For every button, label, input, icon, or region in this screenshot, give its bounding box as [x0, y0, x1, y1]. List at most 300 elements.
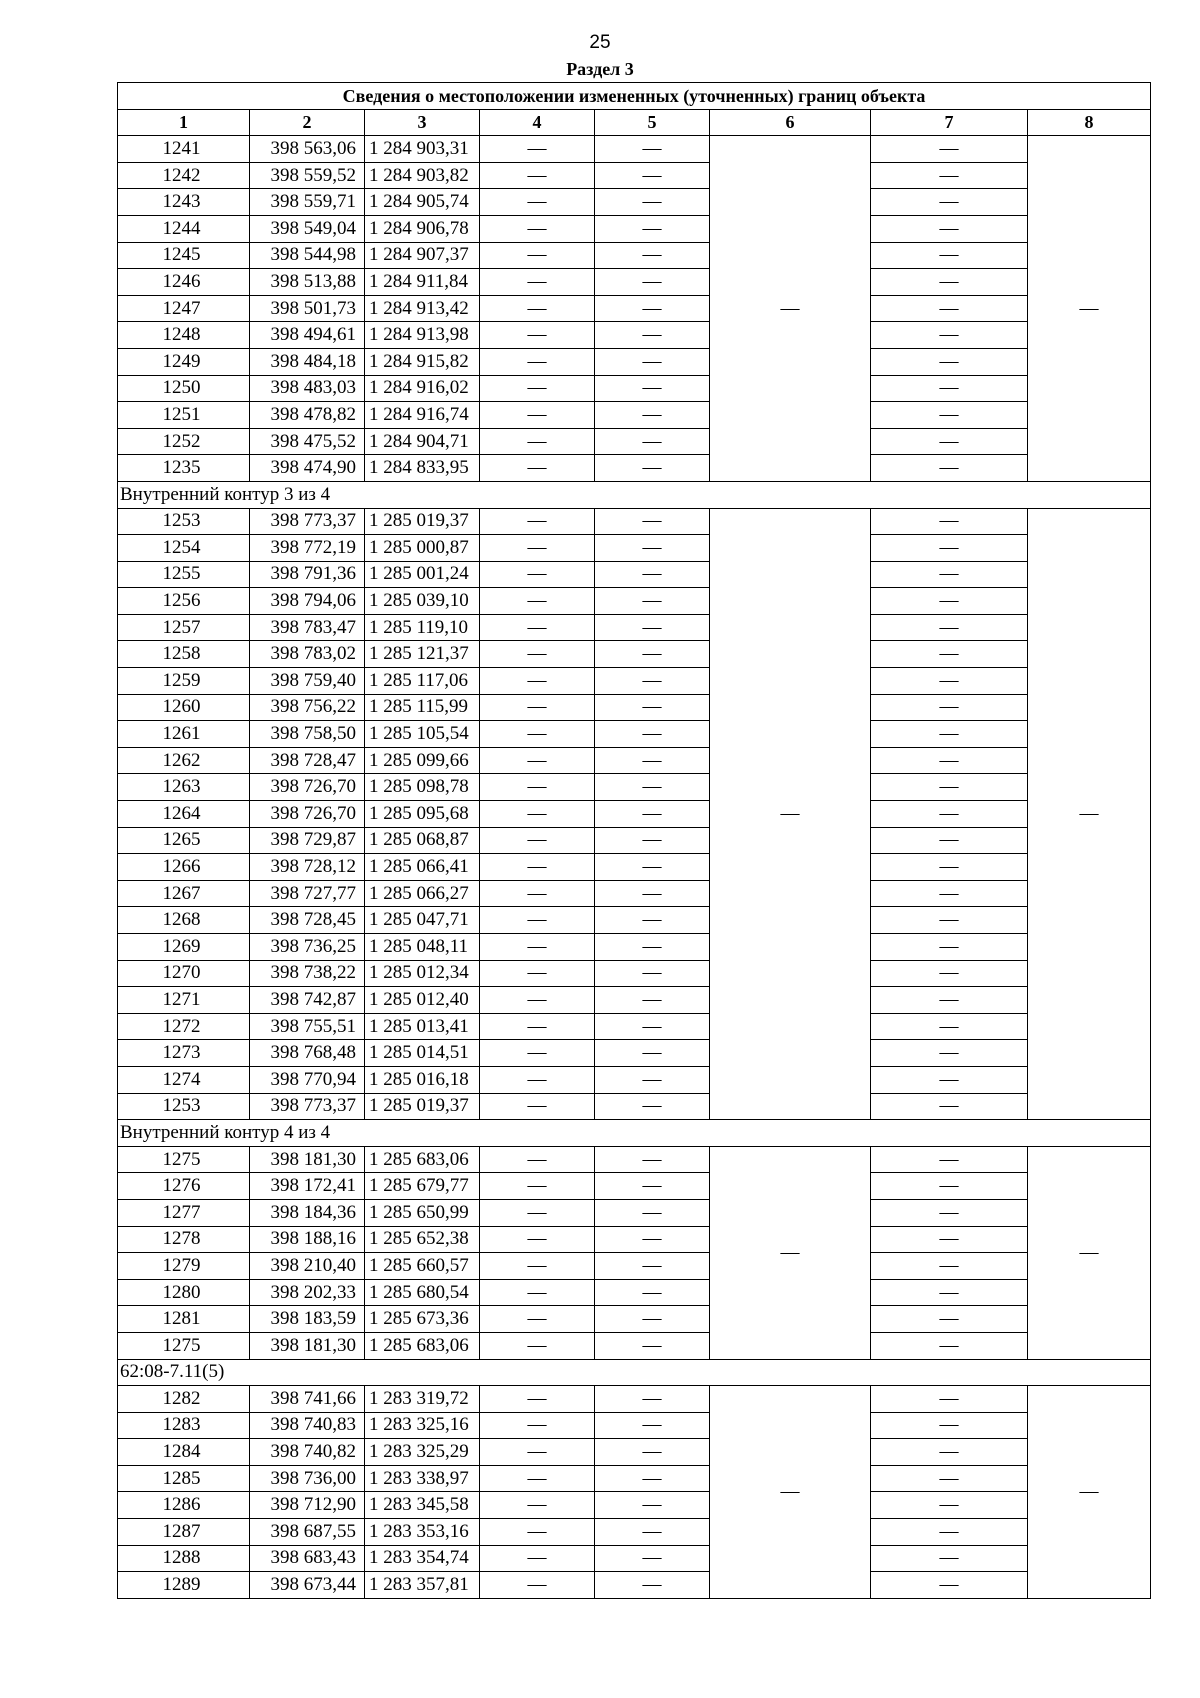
column-7-cell: —	[871, 1572, 1028, 1599]
column-4-cell: —	[480, 1465, 595, 1492]
coordinate-x-cell: 398 783,02	[250, 641, 365, 668]
column-7-cell: —	[871, 269, 1028, 296]
column-7-cell: —	[871, 1519, 1028, 1546]
column-5-cell: —	[595, 136, 710, 163]
column-4-cell: —	[480, 242, 595, 269]
table-row	[118, 1279, 1151, 1306]
coordinate-x-cell: 398 184,36	[250, 1199, 365, 1226]
table-row	[118, 508, 1151, 535]
coordinate-x-cell: 398 728,45	[250, 907, 365, 934]
column-7-cell: —	[871, 747, 1028, 774]
coordinate-y-cell: 1 285 652,38	[365, 1226, 480, 1253]
coordinate-x-cell: 398 183,59	[250, 1306, 365, 1333]
point-number-cell: 1246	[118, 269, 250, 296]
table-row	[118, 614, 1151, 641]
column-7-cell: —	[871, 1306, 1028, 1333]
coordinate-y-cell: 1 285 679,77	[365, 1173, 480, 1200]
column-5-cell: —	[595, 1545, 710, 1572]
column-5-cell: —	[595, 561, 710, 588]
column-5-cell: —	[595, 907, 710, 934]
table-row	[118, 1040, 1151, 1067]
point-number-cell: 1284	[118, 1439, 250, 1466]
coordinate-x-cell: 398 773,37	[250, 508, 365, 535]
column-7-cell: —	[871, 1439, 1028, 1466]
column-5-cell: —	[595, 827, 710, 854]
column-7-cell: —	[871, 455, 1028, 482]
column-4-cell: —	[480, 1279, 595, 1306]
column-7-cell: —	[871, 880, 1028, 907]
column-7-cell: —	[871, 1545, 1028, 1572]
column-5-cell: —	[595, 721, 710, 748]
column-4-cell: —	[480, 322, 595, 349]
column-7-cell: —	[871, 242, 1028, 269]
column-7-cell: —	[871, 588, 1028, 615]
column-4-cell: —	[480, 694, 595, 721]
column-7-cell: —	[871, 934, 1028, 961]
column-4-cell: —	[480, 1492, 595, 1519]
coordinate-x-cell: 398 742,87	[250, 987, 365, 1014]
column-7-cell: —	[871, 960, 1028, 987]
point-number-cell: 1244	[118, 215, 250, 242]
column-4-cell: —	[480, 402, 595, 429]
table-row	[118, 827, 1151, 854]
column-7-cell: —	[871, 1226, 1028, 1253]
point-number-cell: 1274	[118, 1066, 250, 1093]
column-5-cell: —	[595, 1492, 710, 1519]
table-row	[118, 162, 1151, 189]
table-row	[118, 668, 1151, 695]
coordinate-y-cell: 1 284 916,02	[365, 375, 480, 402]
column-7-cell: —	[871, 535, 1028, 562]
coordinate-x-cell: 398 728,12	[250, 854, 365, 881]
point-number-cell: 1247	[118, 295, 250, 322]
coordinate-x-cell: 398 740,82	[250, 1439, 365, 1466]
table-row	[118, 641, 1151, 668]
table-row	[118, 269, 1151, 296]
column-5-cell: —	[595, 1386, 710, 1413]
coordinate-y-cell: 1 284 913,42	[365, 295, 480, 322]
point-number-cell: 1253	[118, 508, 250, 535]
column-5-cell: —	[595, 295, 710, 322]
column-7-cell: —	[871, 827, 1028, 854]
column-4-cell: —	[480, 801, 595, 828]
coordinate-y-cell: 1 285 680,54	[365, 1279, 480, 1306]
coordinate-y-cell: 1 285 013,41	[365, 1013, 480, 1040]
column-4-cell: —	[480, 561, 595, 588]
coordinate-y-cell: 1 283 345,58	[365, 1492, 480, 1519]
column-5-cell: —	[595, 1412, 710, 1439]
column-5-cell: —	[595, 1173, 710, 1200]
column-7-cell: —	[871, 561, 1028, 588]
coordinate-x-cell: 398 210,40	[250, 1253, 365, 1280]
column-5-cell: —	[595, 774, 710, 801]
point-number-cell: 1263	[118, 774, 250, 801]
column-header: 5	[595, 109, 710, 136]
coordinate-y-cell: 1 285 048,11	[365, 934, 480, 961]
section-title: Раздел 3	[566, 59, 634, 79]
point-number-cell: 1289	[118, 1572, 250, 1599]
coordinate-y-cell: 1 285 016,18	[365, 1066, 480, 1093]
coordinate-x-cell: 398 758,50	[250, 721, 365, 748]
point-number-cell: 1278	[118, 1226, 250, 1253]
column-5-cell: —	[595, 1279, 710, 1306]
coordinate-y-cell: 1 283 325,16	[365, 1412, 480, 1439]
coordinate-y-cell: 1 284 903,82	[365, 162, 480, 189]
coordinate-y-cell: 1 285 019,37	[365, 1093, 480, 1120]
coordinate-y-cell: 1 284 916,74	[365, 402, 480, 429]
point-number-cell: 1245	[118, 242, 250, 269]
column-4-cell: —	[480, 827, 595, 854]
column-8-merged-cell: —	[1028, 1386, 1151, 1599]
table-header-row	[118, 109, 1151, 136]
coordinates-table	[117, 82, 1151, 1599]
column-7-cell: —	[871, 987, 1028, 1014]
coordinate-y-cell: 1 285 095,68	[365, 801, 480, 828]
column-7-cell: —	[871, 428, 1028, 455]
point-number-cell: 1253	[118, 1093, 250, 1120]
coordinate-x-cell: 398 712,90	[250, 1492, 365, 1519]
column-7-cell: —	[871, 162, 1028, 189]
contour-label: 62:08-7.11(5)	[118, 1359, 1151, 1386]
point-number-cell: 1271	[118, 987, 250, 1014]
column-5-cell: —	[595, 1066, 710, 1093]
coordinate-x-cell: 398 728,47	[250, 747, 365, 774]
table-row	[118, 907, 1151, 934]
column-5-cell: —	[595, 1040, 710, 1067]
coordinate-y-cell: 1 285 019,37	[365, 508, 480, 535]
column-7-cell: —	[871, 1066, 1028, 1093]
column-7-cell: —	[871, 322, 1028, 349]
column-4-cell: —	[480, 1253, 595, 1280]
column-7-cell: —	[871, 694, 1028, 721]
column-7-cell: —	[871, 801, 1028, 828]
column-7-cell: —	[871, 1040, 1028, 1067]
coordinate-y-cell: 1 283 353,16	[365, 1519, 480, 1546]
column-7-cell: —	[871, 508, 1028, 535]
point-number-cell: 1265	[118, 827, 250, 854]
point-number-cell: 1249	[118, 348, 250, 375]
point-number-cell: 1266	[118, 854, 250, 881]
point-number-cell: 1268	[118, 907, 250, 934]
coordinate-x-cell: 398 673,44	[250, 1572, 365, 1599]
column-5-cell: —	[595, 535, 710, 562]
coordinate-x-cell: 398 770,94	[250, 1066, 365, 1093]
table-row	[118, 402, 1151, 429]
coordinate-x-cell: 398 474,90	[250, 455, 365, 482]
coordinate-x-cell: 398 726,70	[250, 801, 365, 828]
column-5-cell: —	[595, 801, 710, 828]
table-row	[118, 987, 1151, 1014]
column-7-cell: —	[871, 375, 1028, 402]
column-4-cell: —	[480, 375, 595, 402]
column-5-cell: —	[595, 1146, 710, 1173]
table-row	[118, 561, 1151, 588]
column-4-cell: —	[480, 907, 595, 934]
coordinate-x-cell: 398 756,22	[250, 694, 365, 721]
column-7-cell: —	[871, 1253, 1028, 1280]
column-5-cell: —	[595, 375, 710, 402]
coordinate-x-cell: 398 172,41	[250, 1173, 365, 1200]
column-5-cell: —	[595, 1332, 710, 1359]
coordinate-y-cell: 1 285 115,99	[365, 694, 480, 721]
point-number-cell: 1257	[118, 614, 250, 641]
point-number-cell: 1273	[118, 1040, 250, 1067]
point-number-cell: 1286	[118, 1492, 250, 1519]
coordinate-x-cell: 398 726,70	[250, 774, 365, 801]
column-5-cell: —	[595, 348, 710, 375]
column-5-cell: —	[595, 1199, 710, 1226]
column-4-cell: —	[480, 721, 595, 748]
column-4-cell: —	[480, 189, 595, 216]
column-4-cell: —	[480, 747, 595, 774]
column-5-cell: —	[595, 428, 710, 455]
column-5-cell: —	[595, 269, 710, 296]
table-row	[118, 880, 1151, 907]
point-number-cell: 1250	[118, 375, 250, 402]
table-row	[118, 1332, 1151, 1359]
point-number-cell: 1262	[118, 747, 250, 774]
point-number-cell: 1282	[118, 1386, 250, 1413]
column-4-cell: —	[480, 455, 595, 482]
coordinate-y-cell: 1 284 911,84	[365, 269, 480, 296]
table-row	[118, 322, 1151, 349]
column-5-cell: —	[595, 747, 710, 774]
coordinate-y-cell: 1 285 001,24	[365, 561, 480, 588]
table-row	[118, 189, 1151, 216]
column-7-cell: —	[871, 1332, 1028, 1359]
column-5-cell: —	[595, 854, 710, 881]
column-5-cell: —	[595, 215, 710, 242]
coordinate-y-cell: 1 283 338,97	[365, 1465, 480, 1492]
table-row	[118, 348, 1151, 375]
point-number-cell: 1242	[118, 162, 250, 189]
coordinate-x-cell: 398 736,00	[250, 1465, 365, 1492]
table-row	[118, 1066, 1151, 1093]
coordinate-x-cell: 398 544,98	[250, 242, 365, 269]
column-7-cell: —	[871, 1386, 1028, 1413]
column-5-cell: —	[595, 880, 710, 907]
coordinate-x-cell: 398 683,43	[250, 1545, 365, 1572]
point-number-cell: 1260	[118, 694, 250, 721]
coordinate-y-cell: 1 284 915,82	[365, 348, 480, 375]
coordinate-x-cell: 398 484,18	[250, 348, 365, 375]
coordinate-y-cell: 1 284 906,78	[365, 215, 480, 242]
coordinate-x-cell: 398 501,73	[250, 295, 365, 322]
table-row	[118, 1253, 1151, 1280]
column-4-cell: —	[480, 428, 595, 455]
column-4-cell: —	[480, 668, 595, 695]
column-8-merged-cell: —	[1028, 508, 1151, 1120]
coordinate-x-cell: 398 794,06	[250, 588, 365, 615]
table-row	[118, 1306, 1151, 1333]
column-7-cell: —	[871, 215, 1028, 242]
column-4-cell: —	[480, 987, 595, 1014]
column-4-cell: —	[480, 880, 595, 907]
column-4-cell: —	[480, 295, 595, 322]
point-number-cell: 1279	[118, 1253, 250, 1280]
coordinate-x-cell: 398 202,33	[250, 1279, 365, 1306]
table-row	[118, 242, 1151, 269]
column-4-cell: —	[480, 535, 595, 562]
table-row	[118, 801, 1151, 828]
column-7-cell: —	[871, 1465, 1028, 1492]
coordinate-x-cell: 398 740,83	[250, 1412, 365, 1439]
column-header: 2	[250, 109, 365, 136]
column-7-cell: —	[871, 641, 1028, 668]
column-7-cell: —	[871, 1013, 1028, 1040]
point-number-cell: 1258	[118, 641, 250, 668]
column-header: 3	[365, 109, 480, 136]
column-5-cell: —	[595, 242, 710, 269]
coordinate-y-cell: 1 284 833,95	[365, 455, 480, 482]
column-5-cell: —	[595, 1465, 710, 1492]
column-header: 7	[871, 109, 1028, 136]
coordinate-y-cell: 1 285 119,10	[365, 614, 480, 641]
column-7-cell: —	[871, 348, 1028, 375]
column-4-cell: —	[480, 162, 595, 189]
coordinate-x-cell: 398 494,61	[250, 322, 365, 349]
coordinate-x-cell: 398 181,30	[250, 1332, 365, 1359]
point-number-cell: 1243	[118, 189, 250, 216]
table-title-row	[118, 83, 1151, 110]
column-4-cell: —	[480, 641, 595, 668]
column-4-cell: —	[480, 960, 595, 987]
coordinate-y-cell: 1 285 117,06	[365, 668, 480, 695]
point-number-cell: 1259	[118, 668, 250, 695]
coordinate-y-cell: 1 285 068,87	[365, 827, 480, 854]
column-5-cell: —	[595, 1013, 710, 1040]
column-7-cell: —	[871, 295, 1028, 322]
coordinate-y-cell: 1 285 673,36	[365, 1306, 480, 1333]
table-row	[118, 295, 1151, 322]
coordinate-x-cell: 398 773,37	[250, 1093, 365, 1120]
coordinate-x-cell: 398 559,52	[250, 162, 365, 189]
coordinate-x-cell: 398 687,55	[250, 1519, 365, 1546]
coordinate-x-cell: 398 741,66	[250, 1386, 365, 1413]
table-row	[118, 1386, 1151, 1413]
table-row	[118, 455, 1151, 482]
point-number-cell: 1255	[118, 561, 250, 588]
column-4-cell: —	[480, 1066, 595, 1093]
table-row	[118, 1492, 1151, 1519]
column-7-cell: —	[871, 136, 1028, 163]
point-number-cell: 1241	[118, 136, 250, 163]
point-number-cell: 1287	[118, 1519, 250, 1546]
point-number-cell: 1288	[118, 1545, 250, 1572]
column-4-cell: —	[480, 854, 595, 881]
coordinate-x-cell: 398 738,22	[250, 960, 365, 987]
coordinate-y-cell: 1 283 357,81	[365, 1572, 480, 1599]
column-header: 6	[710, 109, 871, 136]
column-4-cell: —	[480, 508, 595, 535]
coordinate-x-cell: 398 755,51	[250, 1013, 365, 1040]
column-4-cell: —	[480, 1439, 595, 1466]
column-5-cell: —	[595, 588, 710, 615]
column-7-cell: —	[871, 1093, 1028, 1120]
table-row	[118, 1013, 1151, 1040]
point-number-cell: 1252	[118, 428, 250, 455]
coordinate-y-cell: 1 284 913,98	[365, 322, 480, 349]
column-7-cell: —	[871, 774, 1028, 801]
coordinate-y-cell: 1 285 012,34	[365, 960, 480, 987]
coordinate-y-cell: 1 285 098,78	[365, 774, 480, 801]
table-row	[118, 1093, 1151, 1120]
coordinate-y-cell: 1 285 683,06	[365, 1332, 480, 1359]
coordinate-y-cell: 1 283 354,74	[365, 1545, 480, 1572]
column-8-merged-cell: —	[1028, 136, 1151, 482]
coordinate-y-cell: 1 283 319,72	[365, 1386, 480, 1413]
column-6-merged-cell: —	[710, 508, 871, 1120]
coordinate-y-cell: 1 285 066,41	[365, 854, 480, 881]
column-7-cell: —	[871, 907, 1028, 934]
table-row	[118, 854, 1151, 881]
coordinate-y-cell: 1 284 904,71	[365, 428, 480, 455]
coordinate-x-cell: 398 188,16	[250, 1226, 365, 1253]
table-row	[118, 215, 1151, 242]
column-4-cell: —	[480, 1199, 595, 1226]
coordinate-y-cell: 1 285 121,37	[365, 641, 480, 668]
coordinate-y-cell: 1 285 012,40	[365, 987, 480, 1014]
column-7-cell: —	[871, 1173, 1028, 1200]
column-4-cell: —	[480, 614, 595, 641]
column-5-cell: —	[595, 614, 710, 641]
column-4-cell: —	[480, 588, 595, 615]
coordinate-y-cell: 1 285 660,57	[365, 1253, 480, 1280]
coordinate-x-cell: 398 549,04	[250, 215, 365, 242]
column-4-cell: —	[480, 1519, 595, 1546]
table-row	[118, 1439, 1151, 1466]
coordinate-x-cell: 398 768,48	[250, 1040, 365, 1067]
contour-label: Внутренний контур 3 из 4	[118, 481, 1151, 508]
contour-label-row	[118, 481, 1151, 508]
table-row	[118, 1465, 1151, 1492]
column-4-cell: —	[480, 1173, 595, 1200]
point-number-cell: 1276	[118, 1173, 250, 1200]
column-7-cell: —	[871, 1146, 1028, 1173]
column-5-cell: —	[595, 641, 710, 668]
coordinate-y-cell: 1 285 066,27	[365, 880, 480, 907]
column-5-cell: —	[595, 668, 710, 695]
column-5-cell: —	[595, 1306, 710, 1333]
column-5-cell: —	[595, 1439, 710, 1466]
column-7-cell: —	[871, 1279, 1028, 1306]
coordinate-x-cell: 398 483,03	[250, 375, 365, 402]
table-row	[118, 1146, 1151, 1173]
column-5-cell: —	[595, 1093, 710, 1120]
coordinate-y-cell: 1 283 325,29	[365, 1439, 480, 1466]
coordinate-y-cell: 1 284 907,37	[365, 242, 480, 269]
point-number-cell: 1280	[118, 1279, 250, 1306]
table-row	[118, 535, 1151, 562]
column-5-cell: —	[595, 162, 710, 189]
coordinate-x-cell: 398 475,52	[250, 428, 365, 455]
column-6-merged-cell: —	[710, 136, 871, 482]
point-number-cell: 1285	[118, 1465, 250, 1492]
column-5-cell: —	[595, 987, 710, 1014]
page-number: 25	[589, 32, 611, 53]
contour-label-row	[118, 1120, 1151, 1147]
column-4-cell: —	[480, 1013, 595, 1040]
column-7-cell: —	[871, 189, 1028, 216]
column-4-cell: —	[480, 1306, 595, 1333]
point-number-cell: 1248	[118, 322, 250, 349]
column-4-cell: —	[480, 1572, 595, 1599]
coordinate-x-cell: 398 759,40	[250, 668, 365, 695]
column-4-cell: —	[480, 1332, 595, 1359]
point-number-cell: 1283	[118, 1412, 250, 1439]
coordinate-y-cell: 1 284 903,31	[365, 136, 480, 163]
column-5-cell: —	[595, 1572, 710, 1599]
